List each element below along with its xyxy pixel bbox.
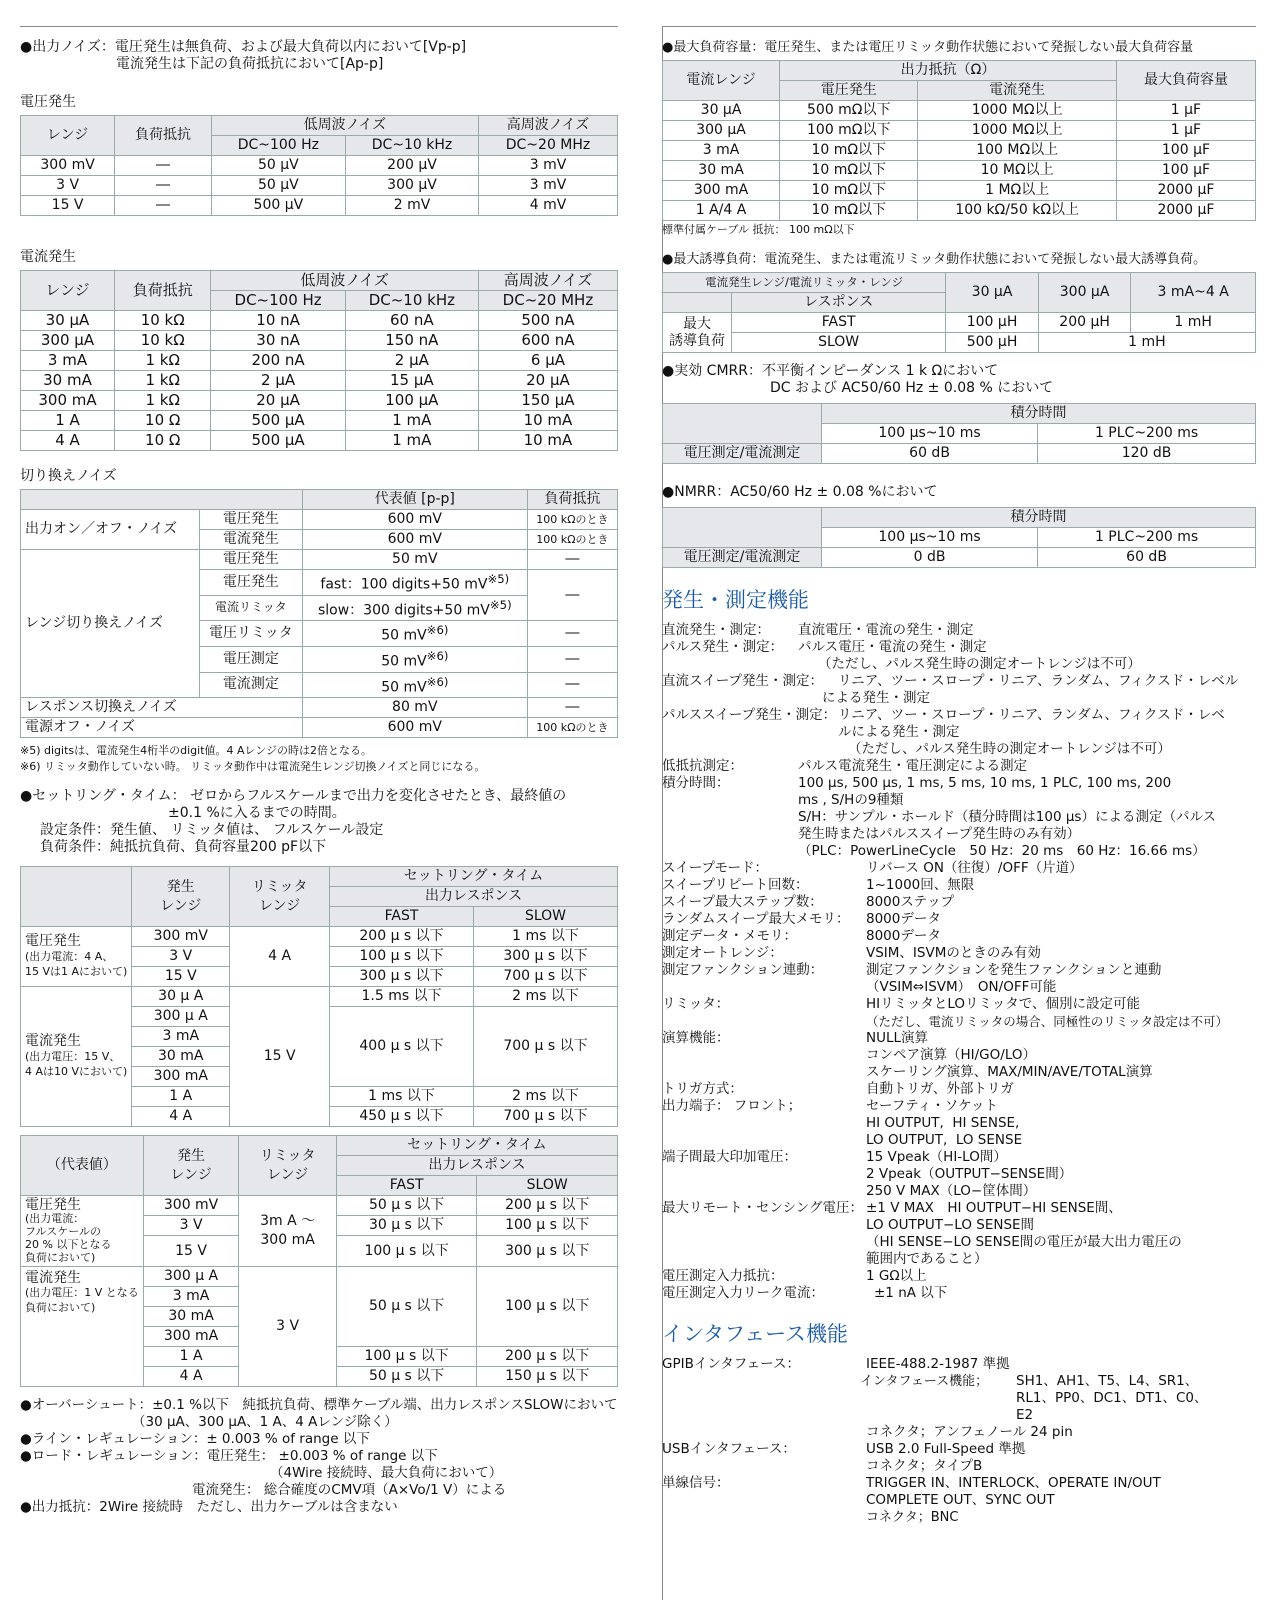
table-cell: 10 mΩ以下 (780, 201, 918, 221)
table-cell: FAST (336, 1176, 477, 1196)
table-row (21, 698, 618, 718)
table-row (663, 101, 1256, 121)
table-cell: 電流発生レンジ/電流リミッタ・レンジ (663, 273, 946, 293)
th-dc20m: DC~20 MHz (478, 291, 617, 311)
table-cell: 30 μA (21, 311, 115, 331)
table-cell: 500 μA (211, 411, 345, 431)
table-cell: 10 mΩ以下 (780, 161, 918, 181)
table-cell: 100 kΩのとき (527, 510, 617, 530)
table-cell: 100 μs~10 ms (822, 528, 1038, 548)
table-cell: 150 μA (478, 391, 617, 411)
th-low-noise: 低周波ノイズ (211, 271, 478, 291)
current-noise-title: 電流発生 (20, 249, 76, 265)
table-cell: 3 mV (479, 176, 618, 196)
table-cell: 3 mA~4 A (1131, 273, 1256, 313)
table-row (663, 444, 1256, 464)
function-section-title: 発生・測定機能 (662, 588, 809, 612)
table-cell: FAST (732, 313, 946, 333)
table-cell: セットリング・タイム (330, 867, 618, 887)
table-cell: 450 μ s 以下 (330, 1107, 474, 1127)
table-cell: 電流発生 (出力電圧：15 V、 4 Aは10 Vにおいて) (21, 987, 132, 1127)
table-cell: 電流レンジ (663, 61, 780, 101)
table-cell: SLOW (732, 333, 946, 353)
table-cell (663, 404, 822, 444)
table-cell: 100 mΩ以下 (780, 121, 918, 141)
table-cell: 1 A/4 A (663, 201, 780, 221)
table-cell: 10 kΩ (115, 331, 211, 351)
table-row (21, 351, 618, 371)
table-cell: 最大負荷容量 (1116, 61, 1255, 101)
table-cell: 200 nA (211, 351, 345, 371)
table-row (21, 987, 618, 1007)
th-range: レンジ (21, 271, 115, 311)
table-cell: 電流リミッタ (199, 595, 302, 621)
table-cell: 1 ms 以下 (330, 1087, 474, 1107)
th-dc100: DC~100 Hz (211, 136, 345, 156)
table-cell: 10 mA (478, 431, 617, 451)
table-cell (21, 490, 303, 510)
table-row (663, 161, 1256, 181)
table-cell: 300 mV (21, 156, 115, 176)
th-load: 負荷抵抗 (527, 490, 617, 510)
th-typical: 代表値 [p-p] (302, 490, 527, 510)
table-cell: 電圧発生 (780, 81, 918, 101)
table-cell: 200 μ s 以下 (477, 1196, 618, 1216)
table-cell: 1 μF (1116, 101, 1255, 121)
table-cell: fast：100 digits+50 $mV^{※5)}$ (302, 570, 527, 596)
table-cell: ― (527, 672, 617, 698)
max-load-title: ●最大負荷容量：電圧発生、または電圧リミッタ動作状態において発振しない最大負荷容量 (662, 40, 1194, 55)
table-cell: 1 mH (1131, 313, 1256, 333)
table-cell: 1 mA (345, 411, 478, 431)
table-cell: 出力レスポンス (330, 887, 618, 907)
switch-noise-title: 切り換えノイズ (20, 468, 117, 484)
function-specs: 直流発生・測定： 直流電圧・電流の発生・測定 パルス発生・測定： パルス電圧・電流の発生・測定 （ただし、パルス発生時の測定オートレンジは不可） 直流スイープ発生・測定： リニア、ツー・スロープ・リニア、ランダム、フィクスド・レベル による発生・測定 パルススイープ発生・測定： リニア、ツー・スロープ・リニア、ランダム、フィクスド・レベ ルによる発生・測定 （ただし、パルス発生時の測定オートレンジは不可） 低抵抗測定： パルス電流発生・電圧測定による測定 積分時間： 100 μs, 500 μs, 1 ms, 5 ms, 10 ms, 1 PLC, 100 ms, 200 ms , S/Hの9種類 S/H：サンプル・ホールド（積分時間は100 μs）による測定（パルス 発生時またはパルススイープ発生時のみ有効） （PLC：PowerLineCycle 50 Hz：20 ms 60 Hz：16.66 ms） スイープモード： リバース ON（往復）/OFF（片道） スイープリピート回数： 1~1000回、無限 スイープ最大ステップ数： 8000ステップ ランダムスイープ最大メモリ： 8000データ 測定データ・メモリ： 8000データ 測定オートレンジ： VSIM、ISVMのときのみ有効 測定ファンクション連動： 測定ファンクションを発生ファンクションと連動 （VSIM⇔ISVM） ON/OFF可能 リミッタ： HIリミッタとLOリミッタで、個別に設定可能 （ただし、電流リミッタの場合、同極性のリミッタ設定は不可） 演算機能： NULL演算 コンペア演算（HI/GO/LO） スケーリング演算、MAX/MIN/AVE/TOTAL演算 トリガ方式： 自動トリガ、外部トリガ 出力端子： フロント； セーフティ・ソケット HI OUTPUT, HI SENSE, LO OUTPUT, LO SENSE 端子間最大印加電圧： 15 Vpeak（HI-LO間） 2 Vpeak（OUTPUT−SENSE間） 250 V MAX（LO−筐体間） 最大リモート・センシング電圧： ±1 V MAX HI OUTPUT−HI SENSE間、 LO OUTPUT−LO SENSE間 （HI SENSE−LO SENSE間の電圧が最大出力電圧の 範囲内であること） 電圧測定入力抵抗： 1 GΩ以上 電圧測定入力リーク電流： ±1 nA 以下 (662, 622, 1239, 1301)
table-cell: 500 mΩ以下 (780, 101, 918, 121)
table-cell: 500 nA (478, 311, 617, 331)
current-noise-table (20, 270, 618, 451)
table-cell (663, 293, 732, 313)
table-cell: 0 dB (822, 548, 1038, 568)
th-low-noise: 低周波ノイズ (211, 116, 478, 136)
max-load-table (662, 60, 1256, 221)
table-cell: 1 A (143, 1347, 239, 1367)
table-cell: 150 μ s 以下 (477, 1367, 618, 1387)
table-cell: 200 μV (345, 156, 478, 176)
table-cell: ― (115, 156, 212, 176)
table-cell: 100 μ s 以下 (336, 1347, 477, 1367)
table-cell: 30 nA (211, 331, 345, 351)
table-cell: 300 μV (345, 176, 478, 196)
table-row (663, 181, 1256, 201)
table-cell: 100 μ s 以下 (330, 947, 474, 967)
voltage-noise-table (20, 115, 618, 216)
table-cell: 300 mA (663, 181, 780, 201)
table-cell: レスポンス (732, 293, 946, 313)
table-row (21, 431, 618, 451)
table-cell: 300 μA (663, 121, 780, 141)
table-cell: リミッタ レンジ (230, 867, 330, 927)
table-cell: 10 mΩ以下 (780, 141, 918, 161)
table-cell: 1 PLC~200 ms (1038, 424, 1256, 444)
table-cell: リミッタ レンジ (239, 1136, 337, 1196)
table-cell: 10 kΩ (115, 311, 211, 331)
table-cell: ― (527, 646, 617, 672)
table-cell: 500 μV (211, 196, 345, 216)
table-cell: 1 kΩ (115, 351, 211, 371)
settling-text: ●セットリング・タイム： ゼロからフルスケールまで出力を変化させたとき、最終値の ±0.1 %に入るまでの時間。 設定条件：発生値、 リミッタ値は、 フルスケール設定 負荷条件：純抵抗負荷、負荷容量200 pF以下 (20, 788, 567, 856)
table-row (663, 313, 1256, 333)
table-cell: 30 mA (663, 161, 780, 181)
table-cell: 3 mA (663, 141, 780, 161)
table-row (21, 176, 618, 196)
table-cell: 300 μ s 以下 (477, 1236, 618, 1267)
table-cell: 電圧測定/電流測定 (663, 548, 822, 568)
regulation-text: ●オーバーシュート：±0.1 %以下 純抵抗負荷、標準ケーブル端、出力レスポンスSLOWにおいて （30 μA、300 μA、1 A、4 Aレンジ除く） ●ライン・レギュレーション：± 0.003 % of range 以下 ●ロード・レギュレーション：電圧発生： ±0.003 % of range 以下 （4Wire 接続時、最大負荷において） 電流発生： 総合確度のCMV項（A×Vo/1 V）による ●出力抵抗：2Wire 接続時 ただし、出力ケーブルは含まない (20, 1397, 618, 1516)
table-cell: 300 mV (132, 927, 230, 947)
table-cell: ― (527, 621, 617, 647)
table-cell: 1 A (132, 1087, 230, 1107)
table-cell: 300 μ A (143, 1267, 239, 1287)
settling-table-1 (20, 866, 618, 1127)
table-cell: 3 mA (21, 351, 115, 371)
table-cell: 30 mA (132, 1047, 230, 1067)
table-cell: セットリング・タイム (336, 1136, 617, 1156)
table-cell: 1 PLC~200 ms (1038, 528, 1256, 548)
output-noise-line1: ●出力ノイズ：電圧発生は無負荷、および最大負荷以内において[Vp-p] (20, 39, 467, 55)
voltage-noise-title: 電圧発生 (20, 94, 76, 110)
table-cell: 電圧測定/電流測定 (663, 444, 822, 464)
table-cell: 3 V (143, 1216, 239, 1236)
table-cell: 50 μV (211, 176, 345, 196)
table-cell: ― (115, 196, 212, 216)
table-cell: 500 μH (946, 333, 1039, 353)
table-cell: 最大 誘導負荷 (663, 313, 732, 353)
table-cell: 50 μ s 以下 (336, 1267, 477, 1347)
table-cell: 300 μA (21, 331, 115, 351)
interface-specs: GPIBインタフェース： IEEE-488.2-1987 準拠 インタフェース機能； SH1、AH1、T5、L4、SR1、 RL1、PP0、DC1、DT1、C0、 E2 コネクタ；アンフェノール 24 pin USBインタフェース： USB 2.0 Full-Speed 準拠 コネクタ；タイプB 単線信号： TRIGGER IN、INTERLOCK、OPERATE IN/OUT COMPLETE OUT、SYNC OUT コネクタ；BNC (662, 1356, 1208, 1525)
cmrr-text: ●実効 CMRR：不平衡インピーダンス 1 k Ωにおいて DC および AC50/60 Hz ± 0.08 % において (662, 363, 1054, 396)
table-cell: 積分時間 (822, 404, 1256, 424)
table-cell: 150 nA (345, 331, 478, 351)
table-cell: 2 ms 以下 (474, 1087, 618, 1107)
th-dc100: DC~100 Hz (211, 291, 345, 311)
table-cell: 電源オフ・ノイズ (21, 718, 303, 738)
th-range: レンジ (21, 116, 115, 156)
table-cell: 電流発生 (199, 530, 302, 550)
table-cell: 100 μF (1116, 161, 1255, 181)
table-cell: 120 dB (1038, 444, 1256, 464)
table-cell: 30 μ s 以下 (336, 1216, 477, 1236)
table-cell: 3 V (239, 1267, 337, 1387)
table-row (21, 550, 618, 570)
table-cell: 600 mV (302, 510, 527, 530)
table-cell: 100 μ s 以下 (477, 1216, 618, 1236)
table-cell: 50 μ s 以下 (336, 1367, 477, 1387)
table-cell: 300 mA (143, 1327, 239, 1347)
table-cell: 80 mV (302, 698, 527, 718)
th-load: 負荷抵抗 (115, 116, 212, 156)
table-cell: 3m A ～ 300 mA (239, 1196, 337, 1267)
table-cell: 700 μ s 以下 (474, 967, 618, 987)
table-cell: 30 μ A (132, 987, 230, 1007)
table-cell: 積分時間 (822, 508, 1256, 528)
table-cell: 600 mV (302, 718, 527, 738)
table-cell: 10 nA (211, 311, 345, 331)
table-cell: FAST (330, 907, 474, 927)
table-cell: 50 mV (302, 550, 527, 570)
table-cell: レスポンス切換えノイズ (21, 698, 303, 718)
table-cell: 電圧発生 (出力電流：4 A、 15 Vは1 Aにおいて) (21, 927, 132, 987)
cmrr-table (662, 403, 1256, 464)
table-cell: 2000 μF (1116, 201, 1255, 221)
table-cell: （代表値） (21, 1136, 144, 1196)
cable-note: 標準付属ケーブル 抵抗： 100 mΩ以下 (662, 223, 855, 236)
table-cell: 10 Ω (115, 431, 211, 451)
table-cell: 1 μF (1116, 121, 1255, 141)
table-row (663, 201, 1256, 221)
table-cell: 15 V (21, 196, 115, 216)
interface-section-title: インタフェース機能 (662, 1322, 849, 1346)
table-cell: ― (527, 698, 617, 718)
table-cell: 発生 レンジ (143, 1136, 239, 1196)
table-cell: 電圧発生 (199, 570, 302, 596)
footnote-5: ※5) digitsは、電流発生4桁半のdigit値。4 Aレンジの時は2倍となる。 (20, 744, 372, 758)
table-cell: 100 μ s 以下 (477, 1267, 618, 1347)
output-noise-text (20, 39, 618, 73)
th-high-noise: 高周波ノイズ (479, 116, 618, 136)
table-row (21, 1196, 618, 1216)
table-cell: 1 MΩ以上 (918, 181, 1117, 201)
table-cell: 4 mV (479, 196, 618, 216)
table-cell: 700 μ s 以下 (474, 1007, 618, 1087)
left-column (20, 26, 618, 1516)
table-cell: 10 mΩ以下 (780, 181, 918, 201)
table-cell (21, 867, 132, 927)
footnote-6: ※6) リミッタ動作していない時。 リミッタ動作中は電流発生レンジ切換ノイズと同じになる。 (20, 760, 486, 774)
table-row (21, 311, 618, 331)
table-cell: 1 kΩ (115, 371, 211, 391)
table-cell: 100 μ s 以下 (336, 1236, 477, 1267)
table-cell: 100 kΩのとき (527, 718, 617, 738)
table-row (663, 121, 1256, 141)
table-cell: 100 kΩ/50 kΩ以上 (918, 201, 1117, 221)
output-noise-line2: 電流発生は下記の負荷抵抗において[Ap-p] (116, 56, 384, 72)
th-load: 負荷抵抗 (115, 271, 211, 311)
table-cell: 100 μH (946, 313, 1039, 333)
table-cell: 30 μA (663, 101, 780, 121)
table-cell: 電圧発生 (199, 550, 302, 570)
table-cell: 4 A (143, 1367, 239, 1387)
table-cell: 15 V (132, 967, 230, 987)
table-cell: slow：300 digits+50 $mV^{※5)}$ (302, 595, 527, 621)
table-cell: ― (115, 176, 212, 196)
table-cell: 2 μA (211, 371, 345, 391)
right-column (662, 26, 1256, 1526)
table-cell: 2 ms 以下 (474, 987, 618, 1007)
table-cell: 出力オン／オフ・ノイズ (21, 510, 200, 550)
table-cell: 600 mV (302, 530, 527, 550)
table-cell: 10 Ω (115, 411, 211, 431)
table-cell: 10 mA (478, 411, 617, 431)
table-row (21, 1267, 618, 1287)
table-cell: 30 mA (143, 1307, 239, 1327)
table-cell: 300 μ A (132, 1007, 230, 1027)
table-cell: 3 mV (479, 156, 618, 176)
table-cell: 3 V (21, 176, 115, 196)
table-cell: 50 μ s 以下 (336, 1196, 477, 1216)
table-cell: 300 μ s 以下 (330, 967, 474, 987)
table-cell: 300 μA (1038, 273, 1131, 313)
table-cell: 1 mH (1038, 333, 1255, 353)
table-cell: 100 μs~10 ms (822, 424, 1038, 444)
table-cell: 30 μA (946, 273, 1039, 313)
th-dc10k: DC~10 kHz (345, 136, 478, 156)
table-cell: 300 mA (21, 391, 115, 411)
table-cell: 50 $mV^{※6)}$ (302, 646, 527, 672)
table-row (21, 927, 618, 947)
table-cell: 15 V (230, 987, 330, 1127)
table-row (21, 156, 618, 176)
table-cell: 300 mV (143, 1196, 239, 1216)
table-cell: 60 dB (1038, 548, 1256, 568)
table-cell: 1000 MΩ以上 (918, 101, 1117, 121)
settling-table-2 (20, 1135, 618, 1387)
table-cell: 300 μ s 以下 (474, 947, 618, 967)
table-cell: 電流発生 (918, 81, 1117, 101)
table-cell: 100 μA (345, 391, 478, 411)
table-cell: ― (527, 570, 617, 621)
max-inductive-table (662, 272, 1256, 353)
table-cell: 1 mA (345, 431, 478, 451)
table-cell: 200 μ s 以下 (330, 927, 474, 947)
th-dc20m: DC~20 MHz (479, 136, 618, 156)
table-row (21, 371, 618, 391)
table-cell: 電圧発生 (199, 510, 302, 530)
switch-noise-table (20, 489, 618, 738)
table-row (21, 196, 618, 216)
table-cell: 2000 μF (1116, 181, 1255, 201)
table-cell: ― (527, 550, 617, 570)
table-cell: 1 kΩ (115, 391, 211, 411)
table-cell: 200 μ s 以下 (477, 1347, 618, 1367)
table-cell: 50 μV (211, 156, 345, 176)
nmrr-table (662, 507, 1256, 568)
table-cell: 300 mA (132, 1067, 230, 1087)
table-cell: SLOW (474, 907, 618, 927)
th-high-noise: 高周波ノイズ (478, 271, 617, 291)
table-cell: 20 μA (478, 371, 617, 391)
table-cell: 30 mA (21, 371, 115, 391)
table-cell: 1 A (21, 411, 115, 431)
table-cell: 60 dB (822, 444, 1038, 464)
table-cell: 1.5 ms 以下 (330, 987, 474, 1007)
table-cell: 4 A (132, 1107, 230, 1127)
table-cell: 500 μA (211, 431, 345, 451)
table-cell: 出力レスポンス (336, 1156, 617, 1176)
table-cell: 電流発生 (出力電圧：1 V となる 負荷において) (21, 1267, 144, 1387)
table-row (21, 510, 618, 530)
table-cell: 2 μA (345, 351, 478, 371)
table-row (663, 141, 1256, 161)
table-cell: SLOW (477, 1176, 618, 1196)
table-cell: 10 MΩ以上 (918, 161, 1117, 181)
table-cell: 4 A (230, 927, 330, 987)
table-cell: 電圧リミッタ (199, 621, 302, 647)
table-cell: レンジ切り換えノイズ (21, 550, 200, 698)
table-cell: 50 $mV^{※6)}$ (302, 621, 527, 647)
table-cell: 15 V (143, 1236, 239, 1267)
table-cell: 発生 レンジ (132, 867, 230, 927)
table-cell (663, 508, 822, 548)
table-cell: 100 MΩ以上 (918, 141, 1117, 161)
table-cell: 1000 MΩ以上 (918, 121, 1117, 141)
table-cell: 1 ms 以下 (474, 927, 618, 947)
table-cell: 700 μ s 以下 (474, 1107, 618, 1127)
table-cell: 60 nA (345, 311, 478, 331)
table-cell: 200 μH (1038, 313, 1131, 333)
table-cell: 3 mA (132, 1027, 230, 1047)
table-row (21, 331, 618, 351)
table-cell: 400 μ s 以下 (330, 1007, 474, 1087)
table-cell: 電圧発生 (出力電流： フルスケールの 20 % 以下となる 負荷において) (21, 1196, 144, 1267)
table-row (663, 333, 1256, 353)
table-row (21, 411, 618, 431)
th-dc10k: DC~10 kHz (345, 291, 478, 311)
table-row (663, 548, 1256, 568)
table-cell: 20 μA (211, 391, 345, 411)
table-cell: 電流測定 (199, 672, 302, 698)
max-inductive-title: ●最大誘導負荷：電流発生、または電流リミッタ動作状態において発振しない最大誘導負荷。 (662, 252, 1207, 267)
table-cell: 4 A (21, 431, 115, 451)
table-cell: 600 nA (478, 331, 617, 351)
table-row (21, 718, 618, 738)
table-cell: 出力抵抗（Ω） (780, 61, 1117, 81)
table-cell: 15 μA (345, 371, 478, 391)
table-cell: 50 $mV^{※6)}$ (302, 672, 527, 698)
table-cell: 3 V (132, 947, 230, 967)
table-cell: 2 mV (345, 196, 478, 216)
table-cell: 3 mA (143, 1287, 239, 1307)
nmrr-text: ●NMRR：AC50/60 Hz ± 0.08 %において (662, 484, 938, 500)
table-cell: 100 μF (1116, 141, 1255, 161)
table-row (21, 391, 618, 411)
table-cell: 100 kΩのとき (527, 530, 617, 550)
table-cell: 6 μA (478, 351, 617, 371)
table-cell: 電圧測定 (199, 646, 302, 672)
